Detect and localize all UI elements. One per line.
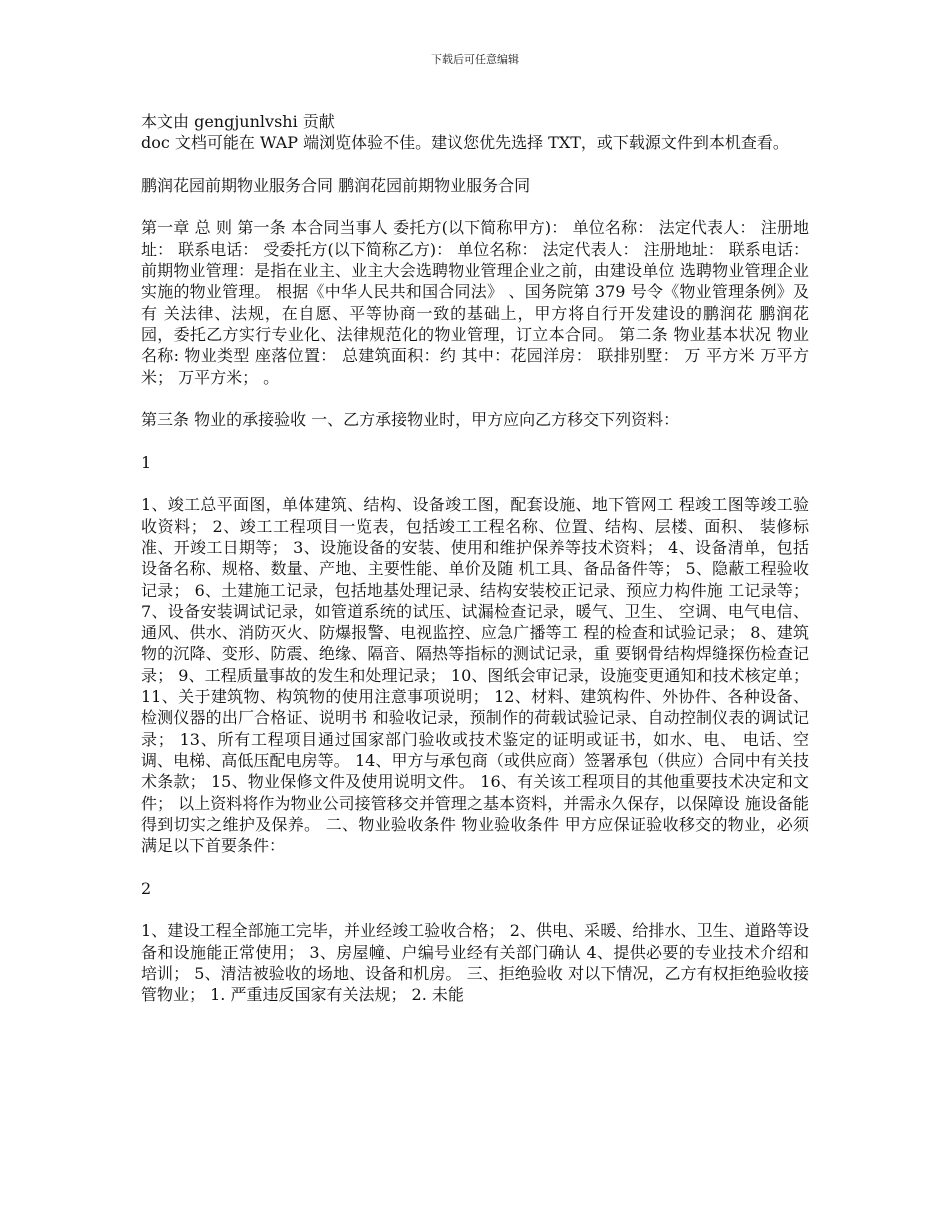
acceptance-conditions-paragraph: 1、建设工程全部施工完毕，并业经竣工验收合格； 2、供电、采暖、给排水、卫生、道路等设备和设施能正常使用； 3、房屋幢、户编号业经有关部门确认 4、提供必要的专业技术介绍和培训； 5、清洁被验收的场地、设备和机房。 三、拒绝验收 对以下情况，乙方有权拒绝验收接管物业； 1. 严重违反国家有关法规； 2. 未能 <box>141 921 809 1005</box>
document-title: 鹏润花园前期物业服务合同 鹏润花园前期物业服务合同 <box>141 175 531 195</box>
contributor-line: 本文由 gengjunlvshi 贡献 <box>141 112 335 131</box>
page-number: 1 <box>141 452 152 472</box>
handover-materials-paragraph: 1、竣工总平面图，单体建筑、结构、设备竣工图，配套设施、地下管网工 程竣工图等竣工验收资料； 2、竣工工程项目一览表，包括竣工工程名称、位置、结构、层楼、面积、 装修标准、开竣工日期等； 3、设施设备的安装、使用和维护保养等技术资料； 4、设备清单，包括设备名称、规格、数量、产地、主要性能、单价及随 机工具、备品备件等； 5、隐蔽工程验收记录； 6、土建施工记录，包括地基处理记录、结构安装校正记录、预应力构件施 工记录等； 7、设备安装调试记录，如管道系统的试压、试漏检查记录，暖气、卫生、 空调、电气电信、通风、供水、消防灭火、防爆报警、电视监控、应急广播等工 程的检查和试验记录； 8、建筑物的沉降、变形、防震、绝缘、隔音、隔热等指标的测试记录，重 要钢骨结构焊缝探伤检查记录； 9、工程质量事故的发生和处理记录； 10、图纸会审记录，设施变更通知和技术核定单； 11、关于建筑物、构筑物的使用注意事项说明； 12、材料、建筑构件、外协件、各种设备、检测仪器的出厂合格证、说明书 和验收记录，预制作的荷载试验记录、自动控制仪表的调试记录； 13、所有工程项目通过国家部门验收或技术鉴定的证明或证书，如水、电、 电话、空调、电梯、高低压配电房等。 14、甲方与承包商（或供应商）签署承包（供应）合同中有关技术条款； 15、物业保修文件及使用说明文件。 16、有关该工程项目的其他重要技术决定和文件； 以上资料将作为物业公司接管移交并管理之基本资料，并需永久保存，以保障设 施设备能得到切实之维护及保养。 二、物业验收条件 物业验收条件 甲方应保证验收移交的物业，必须满足以下首要条件： <box>141 495 809 856</box>
article-three-heading: 第三条 物业的承接验收 一、乙方承接物业时，甲方应向乙方移交下列资料： <box>141 410 680 430</box>
chapter-one-paragraph: 第一章 总 则 第一条 本合同当事人 委托方(以下简称甲方)： 单位名称： 法定代表人： 注册地址： 联系电话： 受委托方(以下简称乙方)： 单位名称： 法定代表人： 注册地址： 联系电话： 前期物业管理：是指在业主、业主大会选聘物业管理企业之前，由建设单位 选聘物业管理企业实施的物业管理。 根据《中华人民共和国合同法》 、国务院第 379 号令《物业管理条例》及有 关法律、法规，在自愿、平等协商一致的基础上，甲方将自行开发建设的鹏润花 鹏润花 园，委托乙方实行专业化、法律规范化的物业管理，订立本合同。 第二条 物业基本状况 物业名称: 物业类型 座落位置： 总建筑面积：约 其中：花园洋房： 联排别墅： 万 平方米 万平方米； 万平方米； 。 <box>141 218 809 387</box>
page-number: 2 <box>141 878 152 898</box>
page-header: 下载后可任意编辑 <box>431 53 519 66</box>
document-body <box>141 111 809 1027</box>
wap-notice: doc 文档可能在 WAP 端浏览体验不佳。建议您优先选择 TXT，或下载源文件到本机查看。 <box>141 133 789 153</box>
